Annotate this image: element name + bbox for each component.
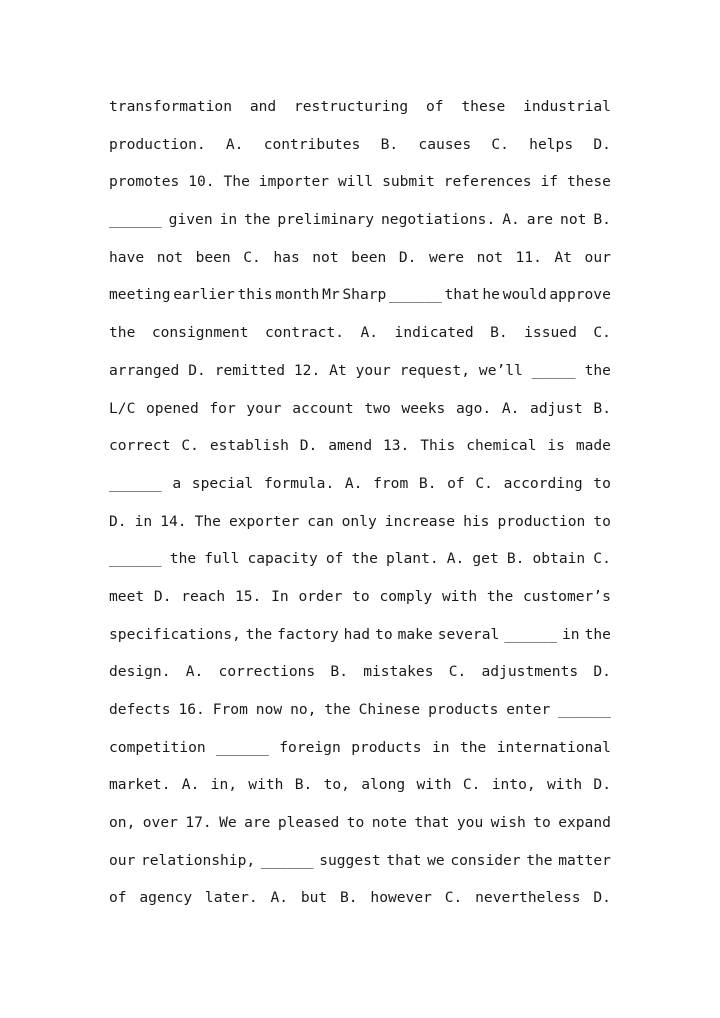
- word: can: [307, 512, 334, 530]
- word: D.: [188, 361, 206, 379]
- word: foreign: [279, 738, 341, 756]
- word: earlier: [173, 286, 235, 304]
- word: suggest: [319, 851, 381, 869]
- word: B.: [593, 399, 611, 417]
- word: At: [329, 361, 347, 379]
- word: B.: [593, 211, 611, 229]
- word: A.: [344, 474, 363, 492]
- word: issued: [524, 324, 577, 342]
- word: order: [298, 587, 343, 605]
- word: A.: [360, 324, 379, 342]
- word: mistakes: [363, 663, 434, 681]
- word: importer: [258, 173, 330, 191]
- word: specifications,: [109, 625, 241, 643]
- word: D.: [593, 663, 611, 681]
- word: 10.: [188, 173, 215, 191]
- word: we: [427, 851, 445, 869]
- word: these: [567, 173, 611, 191]
- word: relationship,: [140, 851, 256, 869]
- word: consider: [450, 851, 521, 869]
- word: the: [351, 550, 378, 568]
- word: are: [244, 814, 271, 832]
- word: consignment: [151, 324, 249, 342]
- word: to: [533, 814, 551, 832]
- word: several: [437, 625, 500, 643]
- word: submit: [382, 173, 435, 191]
- word: nevertheless: [475, 889, 581, 907]
- word: At: [554, 248, 572, 266]
- word: enter: [506, 701, 551, 718]
- word: have: [109, 248, 145, 266]
- word: products: [428, 701, 499, 718]
- word: the: [169, 550, 197, 568]
- word: to: [375, 625, 393, 643]
- word: a: [172, 474, 182, 492]
- word: production.: [109, 135, 206, 153]
- word: from: [373, 474, 409, 492]
- word: We: [219, 814, 237, 832]
- word: C.: [181, 437, 199, 455]
- word: A.: [185, 663, 204, 681]
- word: A.: [502, 211, 520, 229]
- word: C.: [243, 248, 261, 266]
- text-line: [109, 276, 611, 314]
- word: would: [502, 286, 547, 304]
- word: The: [194, 512, 221, 530]
- word: now: [255, 701, 283, 718]
- word: the: [244, 211, 271, 229]
- word: factory: [277, 625, 339, 643]
- word: not: [312, 248, 339, 266]
- word: the: [584, 625, 611, 643]
- word: in: [562, 625, 580, 643]
- word: get: [472, 550, 499, 568]
- word: arranged: [109, 361, 180, 379]
- word: according: [503, 474, 583, 492]
- word: market.: [109, 776, 171, 794]
- word: not: [156, 248, 184, 266]
- word: _____: [531, 361, 576, 379]
- exercise-text-block: [109, 88, 611, 917]
- word: In: [271, 587, 289, 605]
- word: that: [386, 851, 422, 869]
- word: D.: [593, 135, 611, 153]
- word: the: [245, 625, 273, 643]
- text-line: [109, 842, 611, 880]
- word: corrections: [218, 663, 316, 681]
- word: ______: [216, 738, 269, 756]
- word: restructuring: [293, 98, 409, 115]
- word: C.: [475, 474, 493, 492]
- word: establish: [209, 437, 289, 455]
- word: matter: [558, 851, 611, 869]
- text-line: [109, 88, 611, 126]
- word: 14.: [160, 512, 187, 530]
- word: C.: [491, 135, 509, 153]
- word: in,: [210, 776, 238, 794]
- word: you: [456, 814, 484, 832]
- word: Sharp: [342, 286, 387, 304]
- word: preliminary: [277, 211, 375, 229]
- word: A.: [225, 135, 244, 153]
- word: industrial: [523, 98, 611, 115]
- word: your: [355, 361, 391, 379]
- word: into,: [491, 776, 536, 794]
- word: later.: [204, 889, 258, 907]
- word: not: [476, 248, 503, 266]
- word: that: [414, 814, 450, 832]
- word: agency: [139, 889, 193, 907]
- word: meeting: [109, 286, 171, 304]
- word: obtain: [532, 550, 586, 568]
- text-line: [109, 201, 611, 239]
- word: will: [338, 173, 374, 191]
- word: in: [219, 211, 238, 229]
- word: adjustments: [481, 663, 579, 681]
- word: 15.: [234, 587, 262, 605]
- word: The: [223, 173, 250, 191]
- word: had: [343, 625, 371, 643]
- word: pleased: [277, 814, 340, 832]
- word: the: [584, 361, 611, 379]
- word: your: [246, 399, 282, 417]
- word: production: [497, 512, 586, 530]
- word: promotes: [109, 173, 180, 191]
- word: our: [109, 851, 136, 869]
- text-line: [109, 691, 611, 729]
- word: D.: [299, 437, 318, 455]
- word: in: [431, 738, 450, 756]
- word: account: [292, 399, 354, 417]
- text-line: [109, 616, 611, 654]
- word: B.: [340, 889, 358, 907]
- word: given: [168, 211, 213, 229]
- word: C.: [448, 663, 467, 681]
- word: been: [195, 248, 231, 266]
- word: we’ll: [478, 361, 523, 379]
- word: correct: [109, 437, 171, 455]
- word: but: [300, 889, 328, 907]
- word: month: [275, 286, 320, 304]
- word: B.: [294, 776, 313, 794]
- word: to,: [323, 776, 350, 794]
- word: is: [547, 437, 565, 455]
- word: the: [109, 324, 136, 342]
- word: he: [482, 286, 500, 304]
- word: exporter: [228, 512, 300, 530]
- word: that: [444, 286, 480, 304]
- word: formula.: [263, 474, 335, 492]
- word: increase: [384, 512, 456, 530]
- word: of: [426, 98, 444, 115]
- word: B.: [418, 474, 437, 492]
- word: the: [486, 587, 514, 605]
- word: request,: [399, 361, 470, 379]
- text-line: [109, 390, 611, 428]
- word: been: [351, 248, 387, 266]
- word: note: [371, 814, 407, 832]
- word: expand: [558, 814, 611, 832]
- word: D.: [593, 776, 611, 794]
- word: to: [346, 814, 365, 832]
- word: products: [351, 738, 422, 756]
- word: D.: [593, 889, 611, 907]
- word: has: [273, 248, 300, 266]
- word: A.: [181, 776, 200, 794]
- word: in: [134, 512, 153, 530]
- word: meet: [109, 587, 145, 605]
- word: wish: [490, 814, 526, 832]
- word: ______: [504, 625, 557, 643]
- word: C.: [462, 776, 481, 794]
- word: his: [463, 512, 490, 530]
- word: ______: [109, 474, 162, 492]
- text-line: [109, 653, 611, 691]
- word: This: [420, 437, 456, 455]
- word: along: [361, 776, 406, 794]
- word: are: [526, 211, 554, 229]
- word: reach: [181, 587, 226, 605]
- word: full: [204, 550, 240, 568]
- word: design.: [109, 663, 171, 681]
- word: for: [209, 399, 236, 417]
- word: C.: [593, 324, 611, 342]
- word: causes: [418, 135, 472, 153]
- word: no,: [290, 701, 317, 718]
- word: only: [341, 512, 377, 530]
- word: C.: [444, 889, 463, 907]
- word: ______: [109, 550, 162, 568]
- word: special: [191, 474, 254, 492]
- word: 12.: [293, 361, 321, 379]
- word: not: [560, 211, 587, 229]
- word: to: [352, 587, 370, 605]
- word: this: [237, 286, 273, 304]
- word: ______: [389, 286, 442, 304]
- word: Mr: [322, 286, 340, 304]
- word: ago.: [456, 399, 492, 417]
- word: B.: [330, 663, 348, 681]
- word: made: [575, 437, 611, 455]
- text-line: [109, 729, 611, 767]
- word: A.: [270, 889, 289, 907]
- word: 11.: [515, 248, 542, 266]
- word: were: [428, 248, 465, 266]
- word: with: [248, 776, 284, 794]
- text-line: [109, 503, 611, 541]
- word: transformation: [109, 98, 233, 115]
- word: comply: [379, 587, 433, 605]
- word: to: [593, 474, 611, 492]
- word: contract.: [264, 324, 345, 342]
- word: of: [325, 550, 344, 568]
- text-line: [109, 427, 611, 465]
- word: of: [109, 889, 127, 907]
- word: chemical: [466, 437, 537, 455]
- word: weeks: [401, 399, 446, 417]
- word: D.: [109, 512, 127, 530]
- word: the: [324, 701, 351, 718]
- text-line: [109, 804, 611, 842]
- word: with: [416, 776, 452, 794]
- word: with: [441, 587, 478, 605]
- word: two: [364, 399, 391, 417]
- word: amend: [328, 437, 373, 455]
- word: defects: [109, 701, 171, 718]
- word: Chinese: [358, 701, 421, 718]
- word: L/C: [109, 399, 136, 417]
- word: 16.: [178, 701, 205, 718]
- word: helps: [529, 135, 574, 153]
- word: over: [142, 814, 178, 832]
- word: our: [584, 248, 611, 266]
- word: the: [526, 851, 553, 869]
- word: capacity: [247, 550, 318, 568]
- word: From: [212, 701, 248, 718]
- text-line: [109, 126, 611, 164]
- word: 13.: [382, 437, 410, 455]
- word: these: [461, 98, 506, 115]
- word: C.: [593, 550, 611, 568]
- word: of: [447, 474, 465, 492]
- text-line: [109, 540, 611, 578]
- word: on,: [109, 814, 136, 832]
- word: ______: [558, 701, 611, 718]
- word: D.: [398, 248, 417, 266]
- word: D.: [153, 587, 172, 605]
- text-line: [109, 314, 611, 352]
- word: adjust: [530, 399, 583, 417]
- word: make: [397, 625, 433, 643]
- word: international: [496, 738, 611, 756]
- word: the: [459, 738, 487, 756]
- word: if: [540, 173, 559, 191]
- word: ______: [260, 851, 314, 869]
- word: competition: [109, 738, 206, 756]
- text-line: [109, 465, 611, 503]
- text-line: [109, 239, 611, 277]
- word: and: [249, 98, 277, 115]
- word: approve: [549, 286, 611, 304]
- text-line: [109, 163, 611, 201]
- word: negotiations.: [381, 211, 496, 229]
- text-line: [109, 578, 611, 616]
- word: B.: [506, 550, 525, 568]
- word: A.: [446, 550, 465, 568]
- word: contributes: [263, 135, 361, 153]
- word: ______: [109, 211, 162, 229]
- word: plant.: [385, 550, 439, 568]
- word: to: [593, 512, 611, 530]
- word: with: [546, 776, 583, 794]
- word: B.: [490, 324, 508, 342]
- word: B.: [380, 135, 399, 153]
- word: 17.: [185, 814, 212, 832]
- word: however: [370, 889, 432, 907]
- word: customer’s: [523, 587, 611, 605]
- text-line: [109, 352, 611, 390]
- word: opened: [146, 399, 199, 417]
- word: remitted: [214, 361, 285, 379]
- text-line: [109, 766, 611, 804]
- word: A.: [501, 399, 520, 417]
- text-line: [109, 879, 611, 917]
- word: indicated: [394, 324, 474, 342]
- word: references: [443, 173, 532, 191]
